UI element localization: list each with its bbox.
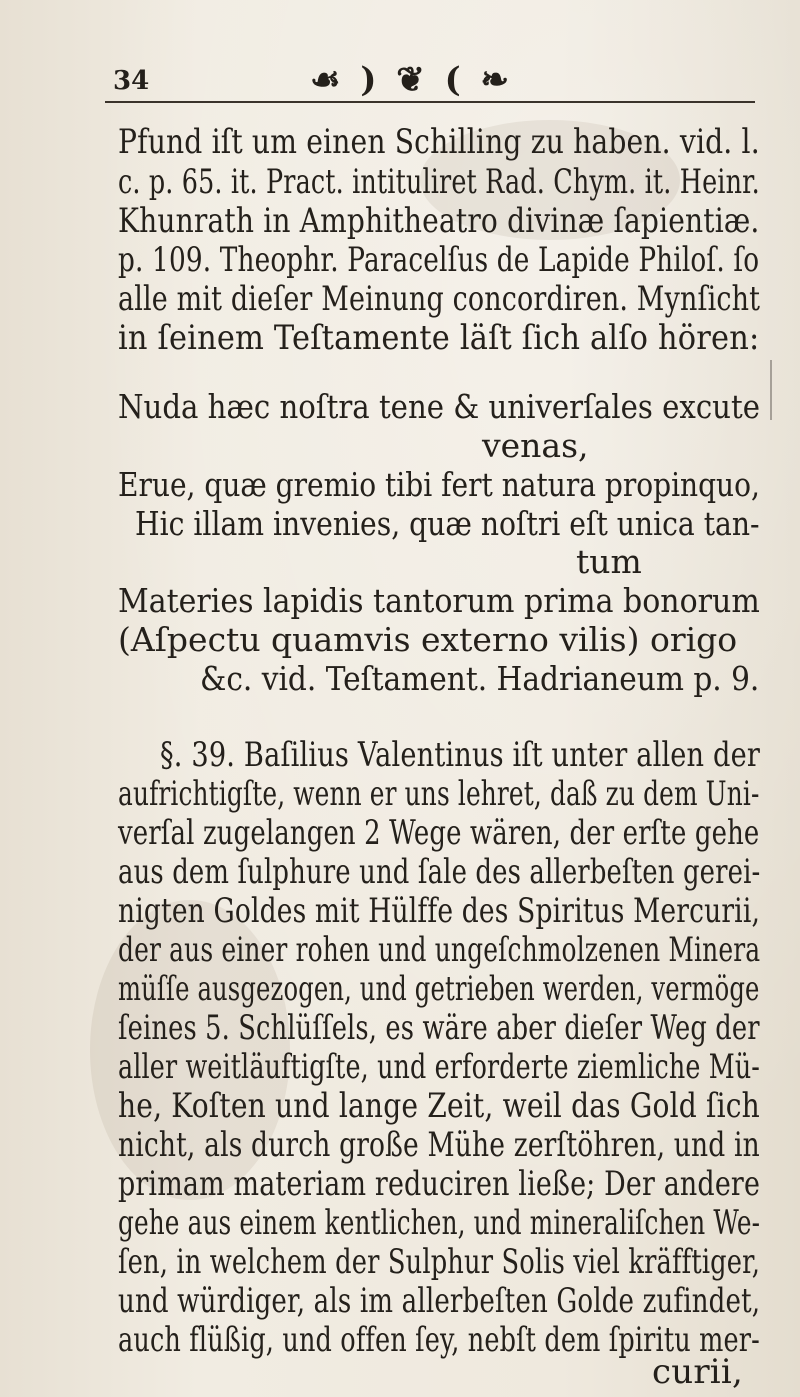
verse-line: Erue, quæ gremio tibi fert natura propinquo,: [118, 465, 760, 504]
text-line: gehe aus einem kentlichen, und mineraliſchen We-: [118, 1203, 761, 1243]
page-header: [105, 58, 755, 108]
header-rule: [105, 101, 755, 103]
text-line: in ſeinem Teſtamente läſt ſich alſo hören:: [118, 318, 760, 358]
text-line: ſeines 5. Schlüſſels, es wäre aber dieſer Weg der: [118, 1008, 760, 1048]
verse-line: &c. vid. Teſtament. Hadrianeum p. 9.: [200, 659, 760, 698]
verse-line: tum: [576, 542, 642, 581]
text-line: alle mit dieſer Meinung concordiren. Mynſicht: [118, 279, 761, 319]
text-line: Pfund iſt um einen Schilling zu haben. vid. l.: [118, 122, 760, 162]
text-line: c. p. 65. it. Pract. intituliret Rad. Chym. it. Heinr.: [118, 162, 760, 202]
verse-line: venas,: [482, 426, 589, 465]
text-line: auch flüßig, und offen ſey, nebſt dem ſpiritu mer-: [118, 1320, 760, 1360]
text-line: aufrichtigſte, wenn er uns lehret, daß zu dem Uni-: [118, 774, 760, 814]
header-ornament-icon: ☙ ) ❦ ( ❧: [310, 60, 513, 100]
text-line: p. 109. Theophr. Paracelſus de Lapide Philoſ. ſo: [118, 240, 760, 280]
verse-line: Materies lapidis tantorum prima bonorum: [118, 581, 760, 620]
text-line: ſen, in welchem der Sulphur Solis viel kräfftiger,: [118, 1242, 761, 1282]
page-edge-mark: [770, 360, 772, 420]
text-line: nicht, als durch große Mühe zerſtöhren, und in: [118, 1125, 760, 1165]
text-line: aus dem ſulphure und ſale des allerbeſten gerei-: [118, 852, 761, 892]
text-line: §. 39. Baſilius Valentinus iſt unter allen der: [160, 735, 761, 775]
text-line: nigten Goldes mit Hülffe des Spiritus Mercurii,: [118, 891, 761, 931]
verse-line: Hic illam invenies, quæ noſtri eſt unica tan-: [135, 504, 760, 543]
text-line: he, Koſten und lange Zeit, weil das Gold ſich: [118, 1086, 760, 1126]
verse-line: Nuda hæc noſtra tene & univerſales excute: [118, 387, 760, 426]
catchword: curii,: [652, 1352, 743, 1392]
page-number: 34: [113, 66, 150, 96]
text-line: und würdiger, als im allerbeſten Golde zufindet,: [118, 1281, 761, 1321]
text-line: müſſe ausgezogen, und getrieben werden, vermöge: [118, 969, 760, 1009]
text-line: der aus einer rohen und ungeſchmolzenen Minera: [118, 930, 761, 970]
text-line: aller weitläuftigſte, und erforderte ziemliche Mü-: [118, 1047, 761, 1087]
text-line: verſal zugelangen 2 Wege wären, der erſte gehe: [118, 813, 760, 853]
verse-line: (Aſpectu quamvis externo vilis) origo: [118, 620, 738, 659]
text-line: Khunrath in Amphitheatro divinæ ſapientiæ.: [118, 201, 760, 241]
text-line: primam materiam reduciren ließe; Der andere: [118, 1164, 761, 1204]
